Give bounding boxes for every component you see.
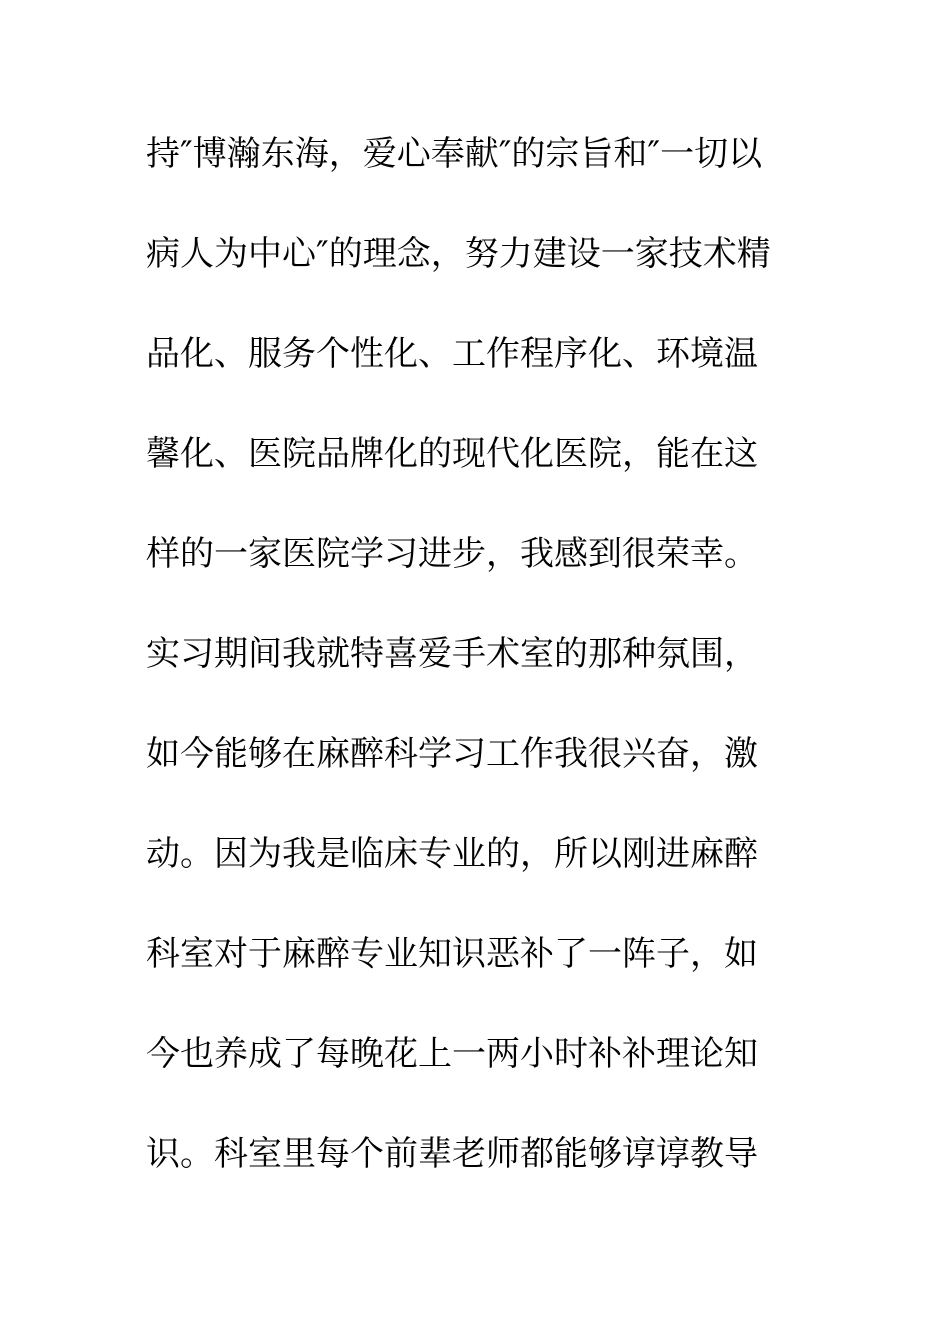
text-line-5: 样的一家医院学习进步，我感到很荣幸。 [146, 534, 758, 574]
text-line-8: 动。因为我是临床专业的，所以刚进麻醉 [146, 834, 758, 874]
text-line-7: 如今能够在麻醉科学习工作我很兴奋，激 [146, 734, 758, 774]
text-line-4: 馨化、医院品牌化的现代化医院，能在这 [146, 434, 758, 474]
text-line-1: 持″博瀚东海，爱心奉献″的宗旨和″一切以 [146, 134, 763, 174]
text-line-2: 病人为中心″的理念，努力建设一家技术精 [146, 234, 771, 274]
text-line-9: 科室对于麻醉专业知识恶补了一阵子，如 [146, 934, 758, 974]
text-line-6: 实习期间我就特喜爱手术室的那种氛围， [146, 634, 758, 674]
body-text [146, 125, 806, 1225]
text-line-3: 品化、服务个性化、工作程序化、环境温 [146, 334, 758, 374]
text-line-11: 识。科室里每个前辈老师都能够谆谆教导 [146, 1134, 758, 1174]
text-line-10: 今也养成了每晚花上一两小时补补理论知 [146, 1034, 758, 1074]
